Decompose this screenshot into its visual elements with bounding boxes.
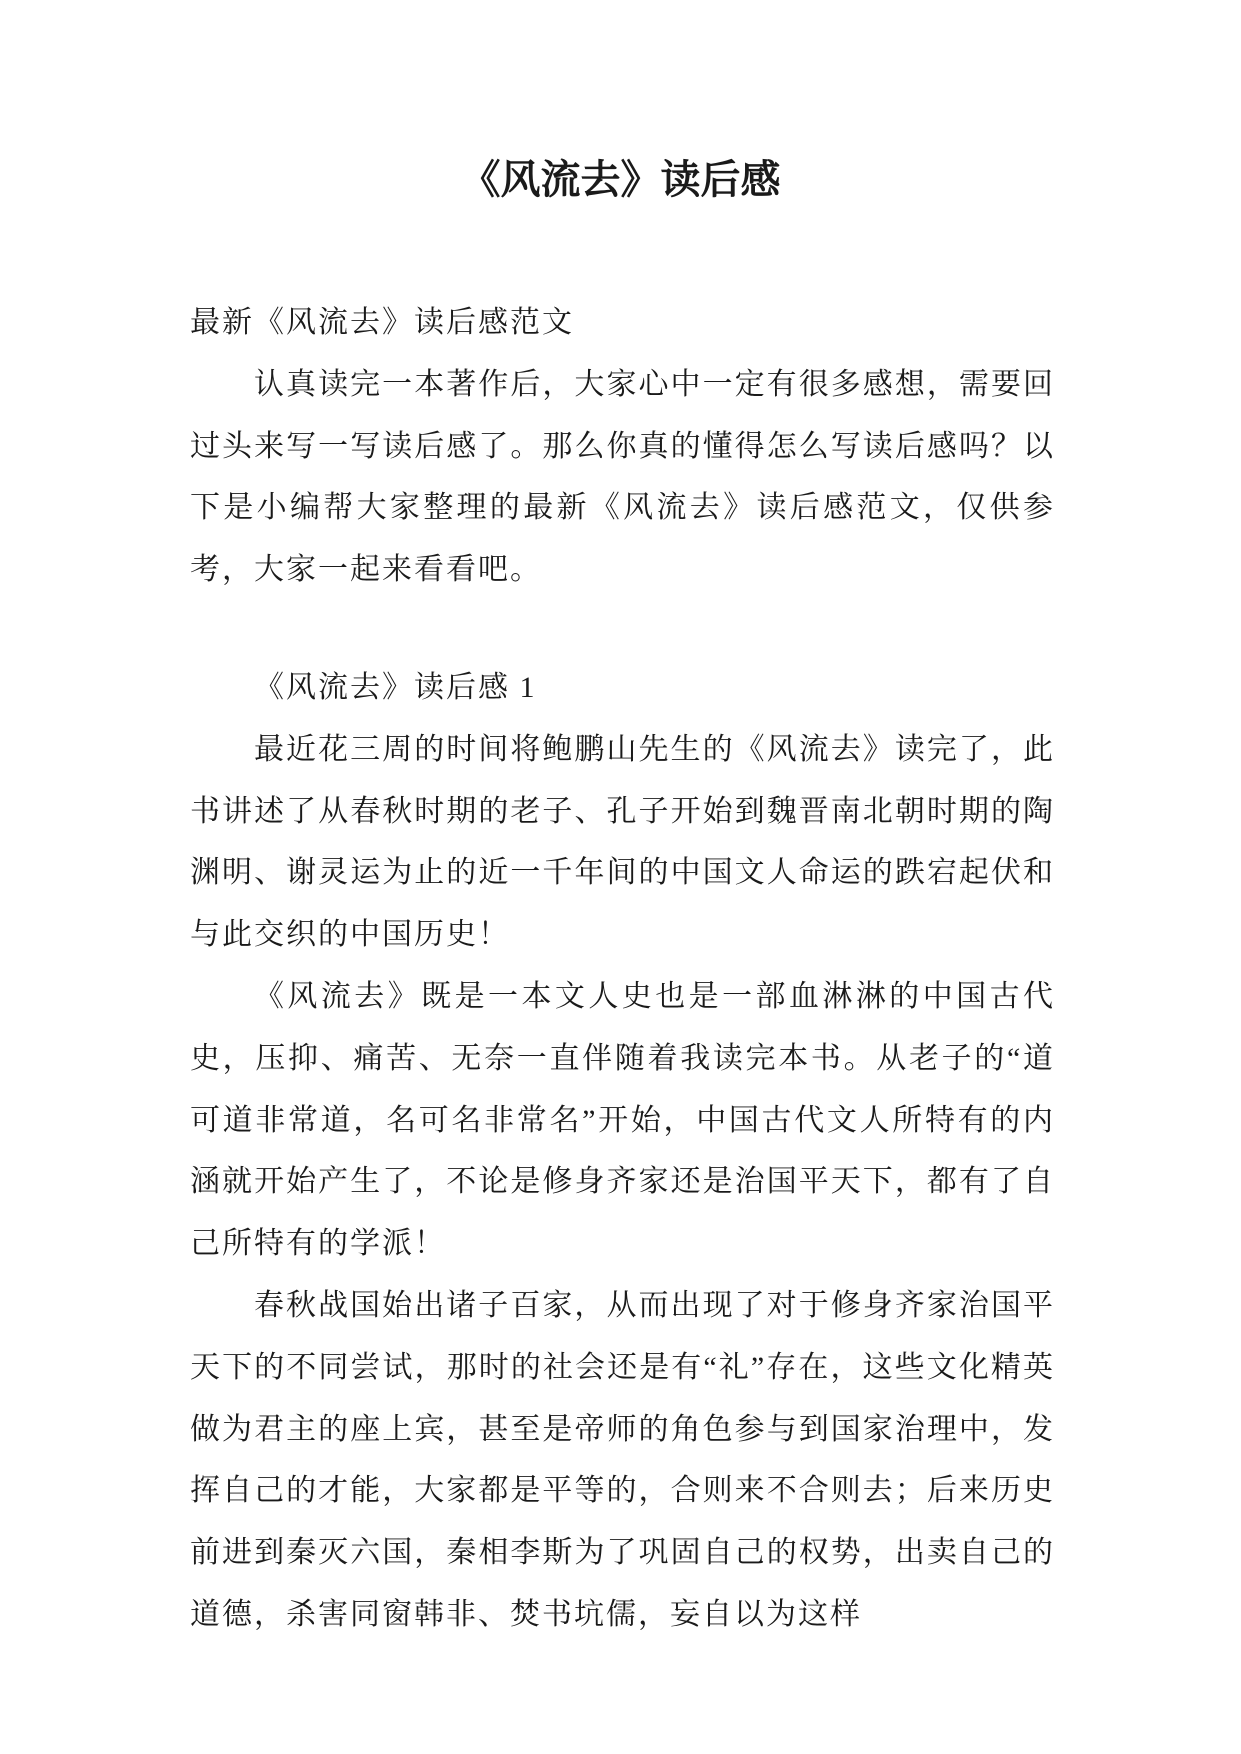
section-heading: 《风流去》读后感 1 bbox=[254, 670, 537, 704]
document-body bbox=[190, 292, 1055, 1646]
document-title: 《风流去》读后感 bbox=[460, 156, 781, 203]
body-paragraph: 《风流去》既是一本文人史也是一部血淋淋的中国古代史，压抑、痛苦、无奈一直伴随着我读完本书。从老子的“道可道非常道，名可名非常名”开始，中国古代文人所特有的内涵就开始产生了，不论是修身齐家还是治国平天下，都有了自己所特有的学派！ bbox=[190, 979, 1055, 1261]
intro-paragraph: 认真读完一本著作后，大家心中一定有很多感想，需要回过头来写一写读后感了。那么你真的懂得怎么写读后感吗？以下是小编帮大家整理的最新《风流去》读后感范文，仅供参考，大家一起来看看吧。 bbox=[190, 367, 1055, 587]
body-paragraph: 春秋战国始出诸子百家，从而出现了对于修身齐家治国平天下的不同尝试，那时的社会还是有“礼”存在，这些文化精英做为君主的座上宾，甚至是帝师的角色参与到国家治理中，发挥自己的才能，大家都是平等的，合则来不合则去；后来历史前进到秦灭六国，秦相李斯为了巩固自己的权势，出卖自己的道德，杀害同窗韩非、焚书坑儒，妄自以为这样 bbox=[190, 1288, 1055, 1631]
body-paragraph: 最近花三周的时间将鲍鹏山先生的《风流去》读完了，此书讲述了从春秋时期的老子、孔子开始到魏晋南北朝时期的陶渊明、谢灵运为止的近一千年间的中国文人命运的跌宕起伏和与此交织的中国历史！ bbox=[190, 732, 1055, 952]
section-spacer bbox=[190, 601, 1055, 657]
intro-heading: 最新《风流去》读后感范文 bbox=[190, 306, 574, 339]
